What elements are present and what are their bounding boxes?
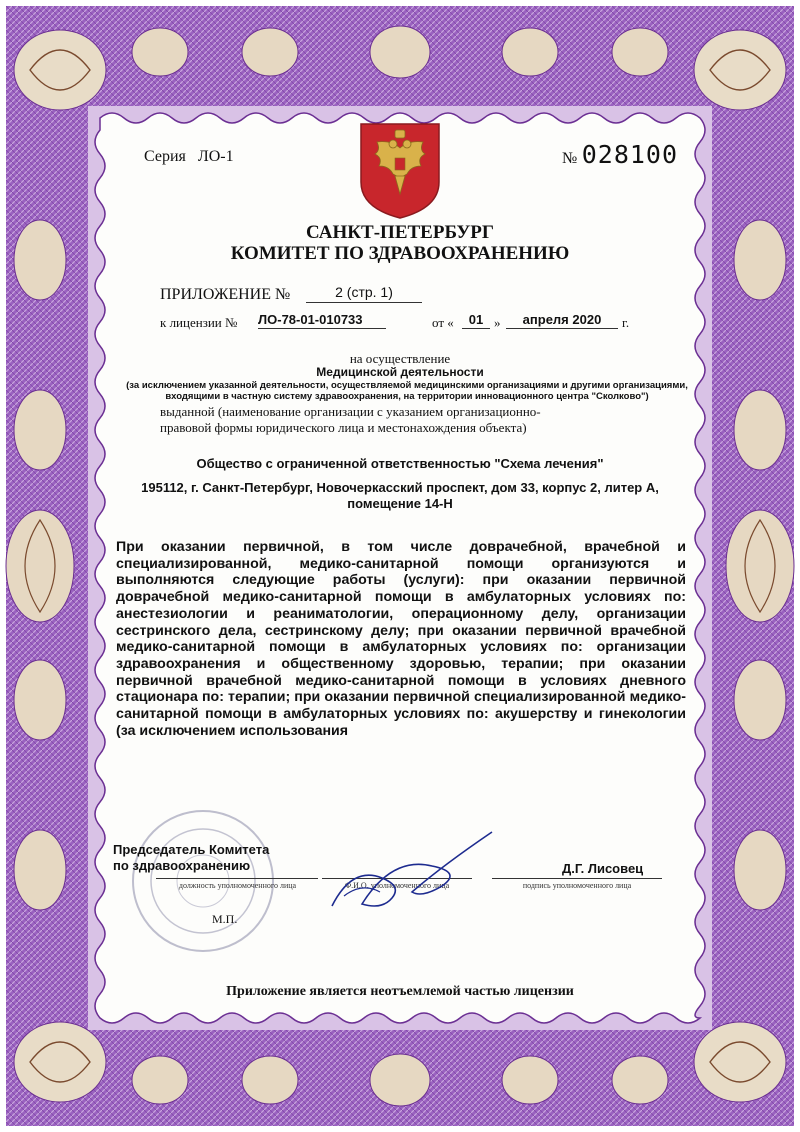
year-suffix: г. bbox=[622, 315, 630, 330]
license-number: ЛО-78-01-010733 bbox=[258, 312, 386, 329]
organization-address bbox=[100, 480, 700, 512]
activity-intro: на осуществление bbox=[349, 351, 451, 366]
signer-name: Д.Г. Лисовец bbox=[562, 861, 644, 876]
authority-committee: КОМИТЕТ ПО ЗДРАВООХРАНЕНИЮ bbox=[230, 243, 570, 264]
issued-caption-line2: правовой формы юридического лица и местонахождения объекта) bbox=[160, 420, 527, 435]
form-number: № 028100 bbox=[562, 140, 679, 169]
signature-caption: подпись уполномоченного лица bbox=[522, 881, 632, 890]
appendix-label: ПРИЛОЖЕНИЕ № bbox=[160, 286, 291, 303]
organization-name: Общество с ограниченной ответственностью "Схема лечения" bbox=[196, 456, 604, 471]
authority-city: САНКТ-ПЕТЕРБУРГ bbox=[306, 222, 494, 243]
activity-type: Медицинской деятельности bbox=[316, 365, 484, 379]
handwritten-signature bbox=[322, 826, 502, 922]
activity-exclusion: (за исключением указанной деятельности, осуществляемой медицинскими организациями и другими организациями, входящими в частную систему здравоохранения, на территории инновационного центра "Сколково") bbox=[126, 380, 688, 402]
signer-position bbox=[113, 842, 269, 874]
address-line1: 195112, г. Санкт-Петербург, Новочеркасский проспект, дом 33, корпус 2, литер А, bbox=[141, 480, 659, 495]
authority-title bbox=[100, 222, 700, 264]
services-description: При оказании первичной, в том числе доврачебной, врачебной и специализированной, медико-санитарной помощи организуются и выполняются следующие работы (услуги): при оказании первичной доврачебной медико-санитарной помощи в амбулаторных условиях по: анестезиологии и реаниматологии, операционному делу, организации сестринского дела, сестринскому делу; при оказании первичной врачебной медико-санитарной помощи в амбулаторных условиях по: организации здравоохранения и общественному здоровью, терапии; при оказании первичной врачебной медико-санитарной помощи в условиях дневного стационара по: терапии; при оказании первичной специализированной медико-санитарной помощи в амбулаторных условиях по: акушерству и гинекологии (за исключением использования bbox=[116, 539, 686, 739]
date-day-close: » bbox=[494, 315, 501, 330]
form-number-value: 028100 bbox=[581, 140, 679, 169]
license-prefix: к лицензии № bbox=[160, 315, 238, 330]
stamp-place: М.П. bbox=[212, 912, 238, 926]
date-from-label: от « bbox=[432, 315, 454, 330]
position-line1: Председатель Комитета bbox=[113, 842, 270, 857]
issued-to-caption bbox=[160, 404, 680, 436]
series-label: Серия ЛО-1 bbox=[144, 148, 234, 165]
license-day: 01 bbox=[462, 312, 490, 329]
coat-of-arms-icon bbox=[355, 120, 445, 220]
license-month-year: апреля 2020 bbox=[506, 312, 618, 329]
issued-caption-line1: выданной (наименование организации с указанием организационно- bbox=[160, 404, 541, 419]
appendix-number: 2 (стр. 1) bbox=[306, 284, 422, 303]
series-value: ЛО-1 bbox=[197, 148, 234, 165]
footer-note: Приложение является неотъемлемой частью лицензии bbox=[226, 984, 574, 999]
position-caption: должность уполномоченного лица bbox=[178, 881, 297, 890]
address-line2: помещение 14-Н bbox=[347, 496, 453, 511]
position-line2: по здравоохранению bbox=[113, 858, 251, 873]
name-caption: Ф.И.О. уполномоченного лица bbox=[344, 881, 450, 890]
